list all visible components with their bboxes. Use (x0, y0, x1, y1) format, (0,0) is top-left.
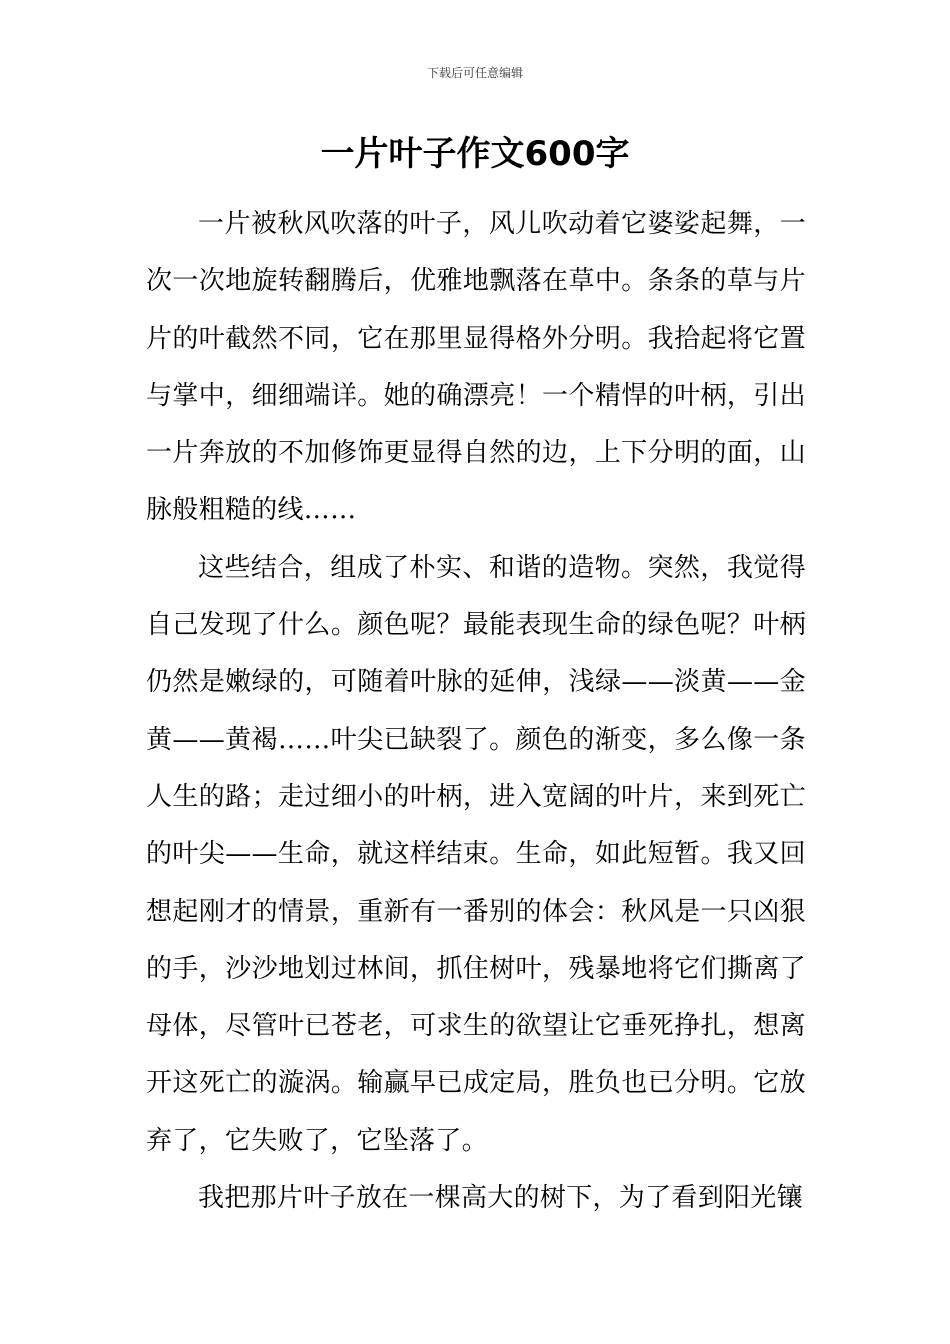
article-body (146, 196, 806, 1227)
paragraph-2: 这些结合，组成了朴实、和谐的造物。突然，我觉得自己发现了什么。颜色呢？最能表现生命的绿色呢？叶柄仍然是嫩绿的，可随着叶脉的延伸，浅绿——淡黄——金黄——黄褐……叶尖已缺裂了。颜色的渐变，多么像一条人生的路；走过细小的叶柄，进入宽阔的叶片，来到死亡的叶尖——生命，就这样结束。生命，如此短暂。我又回想起刚才的情景，重新有一番别的体会：秋风是一只凶狠的手，沙沙地划过林间，抓住树叶，残暴地将它们撕离了母体，尽管叶已苍老，可求生的欲望让它垂死挣扎，想离开这死亡的漩涡。输赢早已成定局，胜负也已分明。它放弃了，它失败了，它坠落了。 (146, 552, 806, 1156)
page-title: 一片叶子作文600字 (320, 134, 630, 174)
paragraph-3: 我把那片叶子放在一棵高大的树下，为了看到阳光镶 (198, 1183, 803, 1214)
paragraph-1: 一片被秋风吹落的叶子，风儿吹动着它婆娑起舞，一次一次地旋转翻腾后，优雅地飘落在草中。条条的草与片片的叶截然不同，它在那里显得格外分明。我拾起将它置与掌中，细细端详。她的确漂亮！一个精悍的叶柄，引出一片奔放的不加修饰更显得自然的边，上下分明的面，山脉般粗糙的线…… (146, 209, 806, 526)
header-note: 下载后可任意编辑 (426, 66, 523, 80)
